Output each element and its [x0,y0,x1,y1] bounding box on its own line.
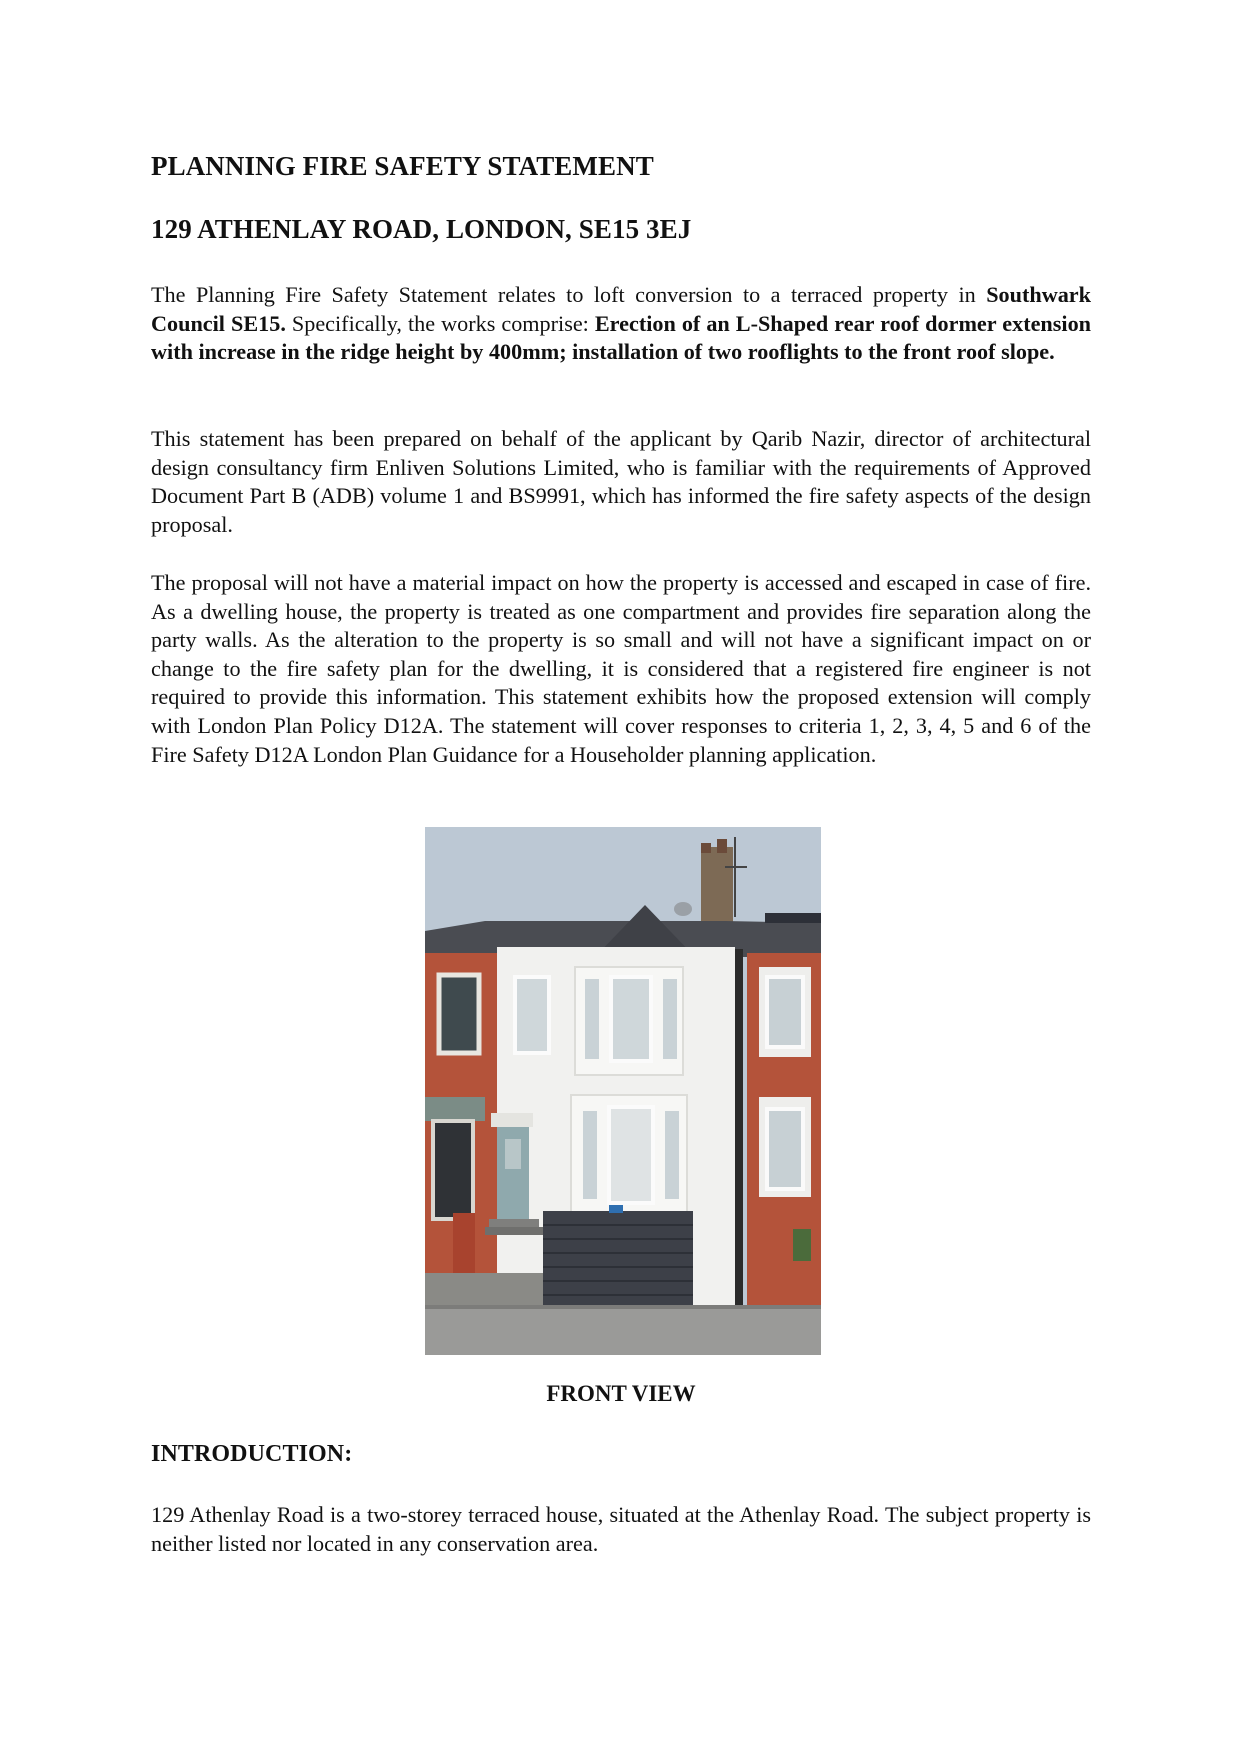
para1-text-2: Specifically, the works comprise: [285,310,595,336]
introduction-paragraph: 129 Athenlay Road is a two-storey terraced house, situated at the Athenlay Road. The subject property is neither listed nor located in any conservation area. [151,1502,1091,1556]
figure-caption: FRONT VIEW [546,1381,696,1406]
intro-paragraph [151,281,1091,367]
works-description: Erection of an L-Shaped rear roof dormer extension with increase in the ridge height by 400mm; installation of two rooflights to the front roof slope. [151,310,1091,365]
para1-text-1: The Planning Fire Safety Statement relates to loft conversion to a terraced property in [151,282,987,307]
property-address: 129 ATHENLAY ROAD, LONDON, SE15 3EJ [151,214,692,244]
document-title: PLANNING FIRE SAFETY STATEMENT [151,151,654,181]
council-name: Southwark Council SE15. [151,282,1091,336]
fire-safety-paragraph: The proposal will not have a material impact on how the property is accessed and escaped in case of fire. As a dwelling house, the property is treated as one compartment and provides fire separation along the party walls. As the alteration to the property is so small and will not have a significant impact on or change to the fire safety plan for the dwelling, it is considered that a registered fire engineer is not required to provide this information. This statement exhibits how the proposed extension will comply with London Plan Policy D12A. The statement will cover responses to criteria 1, 2, 3, 4, 5 and 6 of the Fire Safety D12A London Plan Guidance for a Householder planning application. [151,570,1091,767]
author-paragraph: This statement has been prepared on behalf of the applicant by Qarib Nazir, director of architectural design consultancy firm Enliven Solutions Limited, who is familiar with the requirements of Approved Document Part B (ADB) volume 1 and BS9991, which has informed the fire safety aspects of the design proposal. [151,426,1091,537]
introduction-heading: INTRODUCTION: [151,1441,353,1467]
front-view-photo [425,827,821,1355]
